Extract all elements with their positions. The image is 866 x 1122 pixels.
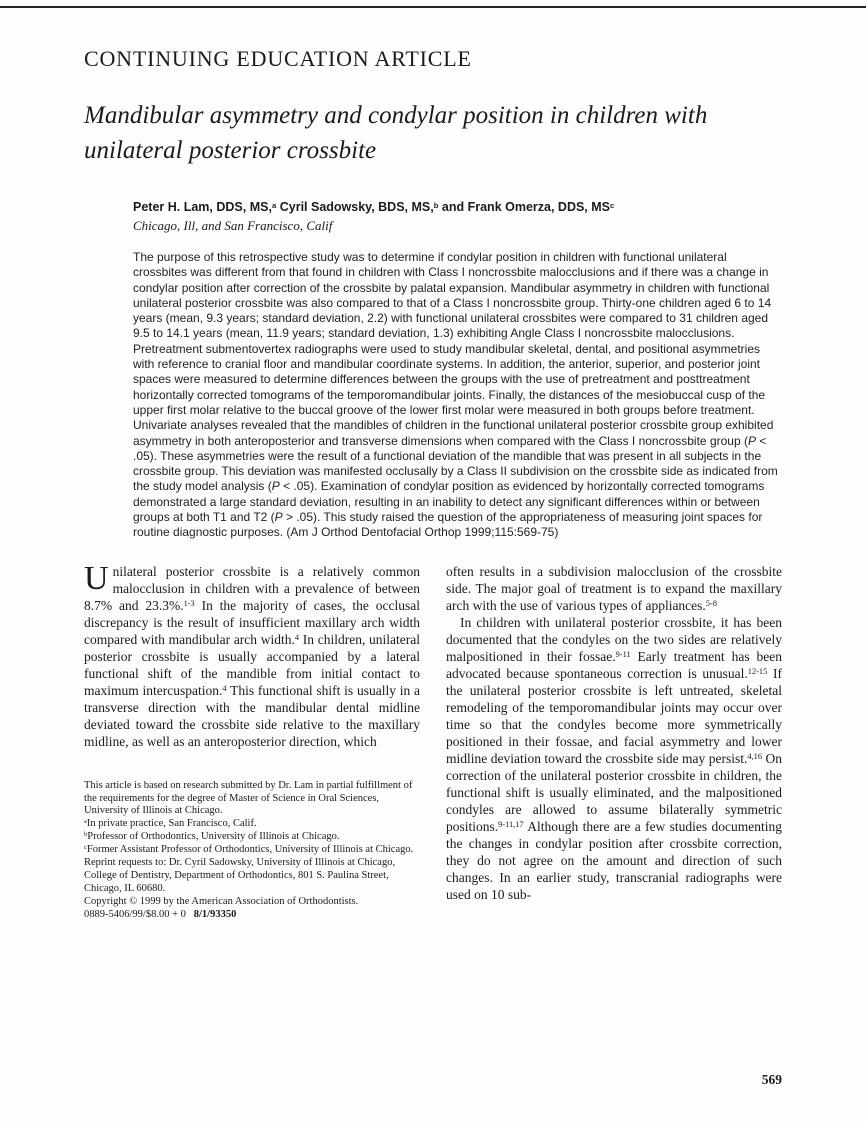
footnote-item: $^c$Former Assistant Professor of Orthodontics, University of Illinois at Chicago. (84, 844, 414, 856)
page-content (84, 46, 782, 922)
body-paragraph-1: often results in a subdivision malocclusion of the crossbite side. The major goal of treatment is to expand the maxillary arch with the use of various types of appliances.$^{5-8}$ (446, 563, 782, 613)
footnotes-block (84, 780, 420, 922)
left-column (84, 559, 421, 922)
author-name-2: Cyril Sadowsky, BDS, MS, (276, 200, 434, 214)
right-column (446, 563, 782, 922)
footnote-item: This article is based on research submitted by Dr. Lam in partial fulfillment of the requirements for the degree of Master of Science in Oral Sciences, University of Illinois at Chicago. (84, 779, 413, 817)
intro-text: nilateral posterior crossbite is a relatively common malocclusion in children with a prevalence of between 8.7% and 23.3%.$^{1-3}$ In the majority of cases, the occlusal discrepancy is the result of insufficient maxillary arch width compared with mandibular arch width.$^4$ In children, unilateral posterior crossbite is usually accompanied by a lateral functional shift of the mandible from initial contact to maximum intercuspation.$^4$ This functional shift is usually in a transverse direction with the mandibular dental midline deviated toward the crossbite side relative to the maxillary midline, as well as an anteroposterior direction, which (84, 563, 421, 749)
body-columns (84, 559, 783, 922)
footnote-item: $^a$In private practice, San Francisco, Calif. (84, 818, 257, 830)
author-name-3: and Frank Omerza, DDS, MS (438, 200, 611, 214)
footnote-item: Copyright © 1999 by the American Association of Orthodontists. (84, 895, 359, 907)
authors-line (133, 200, 782, 214)
top-rule (0, 6, 866, 8)
body-paragraph-2: In children with unilateral posterior crossbite, it has been documented that the condyles on the two sides are relatively malpositioned in their fossae.$^{9-11}$ Early treatment has been advocated because spontaneous correction is unusual.$^{12-15}$ If the unilateral posterior crossbite is left untreated, skeletal remodeling of the temporomandibular joints may occur over time so that the condyles become more symmetrically positioned in their fossae, and facial asymmetry and lower midline deviation toward the crossbite side may persist.$^{4,16}$ On correction of the unilateral posterior crossbite in children, the functional shift is usually eliminated, and the malpositioned condyles are allowed to assume bilaterally symmetric positions.$^{9-11,17}$ Although there are a few studies documenting the changes in condylar position after crossbite correction, they do not agree on the amount and direction of such changes. In an earlier study, transcranial radiographs were used on 10 sub- (446, 614, 783, 902)
drop-cap: U (84, 559, 109, 597)
article-title: Mandibular asymmetry and condylar position in children with unilateral posterior crossbite (84, 102, 708, 164)
author-name-1: Peter H. Lam, DDS, MS, (133, 200, 272, 214)
section-header: CONTINUING EDUCATION ARTICLE (84, 46, 472, 71)
abstract-text: The purpose of this retrospective study was to determine if condylar position in children with functional unilateral crossbites was different from that found in children with Class I noncrossbite malocclusions and if there was a change in condylar position after correction of the crossbite by palatal expansion. Mandibular asymmetry in children with functional unilateral posterior crossbite was also compared to that of a Class I noncrossbite group. Thirty-one children aged 6 to 14 years (mean, 9.3 years; standard deviation, 2.2) with functional unilateral crossbites were compared to 31 children aged 9.5 to 14.1 years (mean, 11.9 years; standard deviation, 1.3) exhibiting Angle Class I noncrossbite malocclusions. Pretreatment submentovertex radiographs were used to study mandibular skeletal, dental, and positional asymmetries with reference to cranial floor and mandibular coordinate systems. In addition, the anterior, superior, and posterior joint spaces were measured to determine differences between the groups with the use of pretreatment and posttreatment horizontally corrected tomograms of the temporomandibular joints. Finally, the distances of the mesiobuccal cusp of the upper first molar relative to the buccal groove of the lower first molar were measured in both groups before treatment. Univariate analyses revealed that the mandibles of children in the functional unilateral posterior crossbite group exhibited asymmetry in both anteroposterior and transverse dimensions when compared with the Class I noncrossbite group (P < .05). These asymmetries were the result of a functional deviation of the mandible that was present in all subjects in the crossbite group. This deviation was manifested occlusally by a Class II subdivision on the crossbite side as indicated from the study model analysis (P < .05). Examination of condylar position as evidenced by horizontally corrected tomograms demonstrated a large standard deviation, resulting in an inability to detect any significant differences within or between groups at both T1 and T2 (P > .05). This study raised the question of the appropriateness of measuring joint spaces for routine diagnostic purposes. (Am J Orthod Dentofacial Orthop 1999;115:569-75) (133, 250, 778, 540)
author-superscript-a: a (271, 200, 277, 210)
footnote-item: $^b$Professor of Orthodontics, University of Illinois at Chicago. (84, 831, 340, 843)
footnote-item: 0889-5406/99/$8.00 + 0 8/1/93350 (84, 908, 237, 920)
footnote-item: Reprint requests to: Dr. Cyril Sadowsky, University of Illinois at Chicago, College of Dentistry, Department of Orthodontics, 801 S. Paulina Street, Chicago, IL 60680. (84, 857, 396, 894)
affiliation-line: Chicago, Ill, and San Francisco, Calif (133, 218, 333, 233)
byline-block (133, 200, 782, 541)
author-superscript-b: b (433, 200, 439, 210)
intro-paragraph (84, 559, 421, 750)
page-number: 569 (761, 1072, 782, 1087)
author-superscript-c: c (610, 200, 615, 210)
